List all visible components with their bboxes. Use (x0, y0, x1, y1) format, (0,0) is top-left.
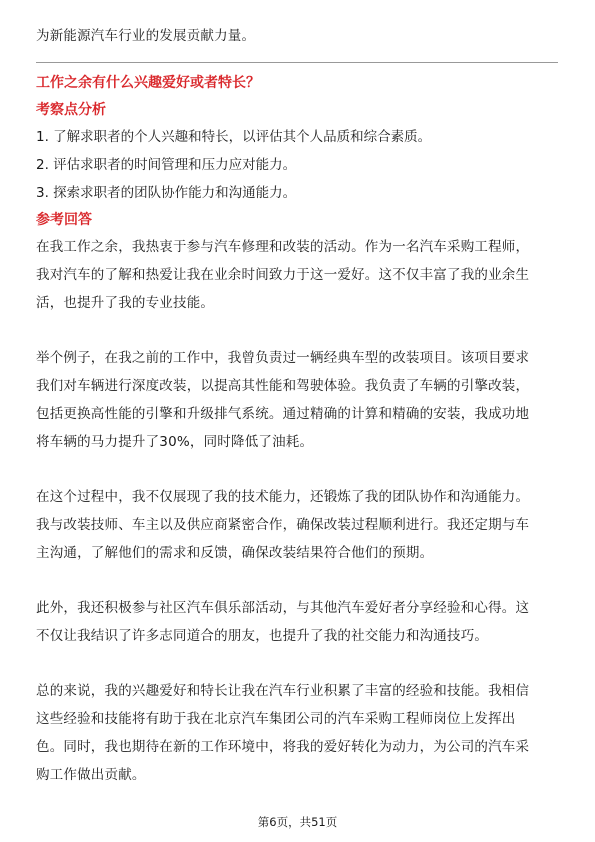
answer-paragraph (36, 344, 558, 456)
paragraph-line: 举个例子，在我之前的工作中，我曾负责过一辆经典车型的改装项目。该项目要求 (36, 350, 530, 366)
paragraph-line: 活，也提升了我的专业技能。 (36, 295, 215, 311)
analysis-item: 2. 评估求职者的时间管理和压力应对能力。 (36, 157, 297, 173)
paragraph-line: 将车辆的马力提升了30%，同时降低了油耗。 (36, 434, 314, 450)
section-divider (36, 62, 558, 63)
intro-line: 为新能源汽车行业的发展贡献力量。 (36, 28, 256, 44)
answer-paragraph (36, 677, 558, 789)
document-page (36, 22, 558, 789)
paragraph-line: 我对汽车的了解和热爱让我在业余时间致力于这一爱好。这不仅丰富了我的业余生 (36, 267, 530, 283)
page-number: 第6页，共51页 (257, 815, 338, 829)
paragraph-line: 不仅让我结识了许多志同道合的朋友，也提升了我的社交能力和沟通技巧。 (36, 628, 489, 644)
question-heading: 工作之余有什么兴趣爱好或者特长？ (36, 75, 260, 91)
paragraph-line: 我与改装技师、车主以及供应商紧密合作，确保改装过程顺利进行。我还定期与车 (36, 517, 530, 533)
paragraph-line: 购工作做出贡献。 (36, 767, 146, 783)
paragraph-line: 总的来说，我的兴趣爱好和特长让我在汽车行业积累了丰富的经验和技能。我相信 (36, 683, 530, 699)
paragraph-line: 包括更换高性能的引擎和升级排气系统。通过精确的计算和精确的安装，我成功地 (36, 406, 530, 422)
answer-paragraph (36, 233, 558, 317)
answer-paragraph (36, 483, 558, 567)
analysis-heading: 考察点分析 (36, 102, 106, 118)
paragraph-line: 主沟通，了解他们的需求和反馈，确保改装结果符合他们的预期。 (36, 545, 434, 561)
paragraph-line: 我们对车辆进行深度改装，以提高其性能和驾驶体验。我负责了车辆的引擎改装， (36, 378, 530, 394)
answer-heading: 参考回答 (36, 212, 92, 228)
analysis-item: 3. 探索求职者的团队协作能力和沟通能力。 (36, 185, 297, 201)
paragraph-line: 这些经验和技能将有助于我在北京汽车集团公司的汽车采购工程师岗位上发挥出 (36, 711, 516, 727)
paragraph-line: 此外，我还积极参与社区汽车俱乐部活动，与其他汽车爱好者分享经验和心得。这 (36, 600, 530, 616)
paragraph-line: 色。同时，我也期待在新的工作环境中，将我的爱好转化为动力，为公司的汽车采 (36, 739, 530, 755)
answer-paragraph (36, 594, 558, 650)
paragraph-line: 在我工作之余，我热衷于参与汽车修理和改装的活动。作为一名汽车采购工程师， (36, 239, 530, 255)
analysis-item: 1. 了解求职者的个人兴趣和特长，以评估其个人品质和综合素质。 (36, 129, 432, 145)
paragraph-line: 在这个过程中，我不仅展现了我的技术能力，还锻炼了我的团队协作和沟通能力。 (36, 489, 530, 505)
analysis-list (36, 123, 558, 207)
answer-body (36, 233, 558, 789)
